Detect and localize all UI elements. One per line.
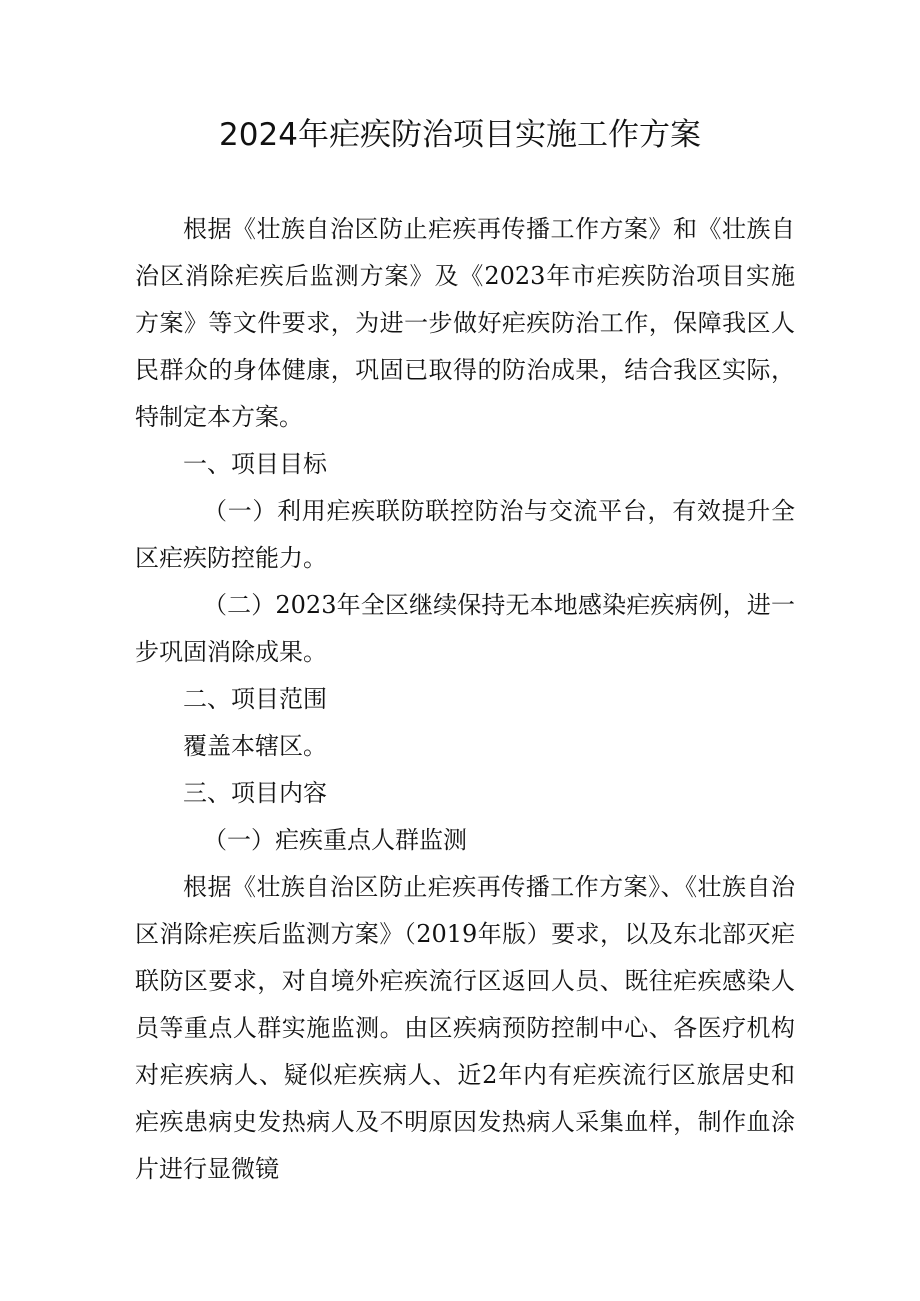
- intro-paragraph: 根据《壮族自治区防止疟疾再传播工作方案》和《壮族自治区消除疟疾后监测方案》及《2023年市疟疾防治项目实施方案》等文件要求，为进一步做好疟疾防治工作，保障我区人民群众的身体健康，巩固已取得的防治成果，结合我区实际，特制定本方案。: [135, 215, 795, 431]
- subsection-heading-surveillance: （一）疟疾重点人群监测: [203, 826, 467, 854]
- objective-item-2: （二）2023年全区继续保持无本地感染疟疾病例，进一步巩固消除成果。: [135, 591, 795, 666]
- section-heading-content: 三、项目内容: [183, 779, 327, 807]
- document-body: [135, 206, 795, 1193]
- document-title: 2024年疟疾防治项目实施工作方案: [219, 117, 701, 153]
- objective-item-1: （一）利用疟疾联防联控防治与交流平台，有效提升全区疟疾防控能力。: [135, 497, 795, 572]
- scope-paragraph: 覆盖本辖区。: [183, 732, 327, 760]
- section-heading-objectives: 一、项目目标: [183, 450, 327, 478]
- surveillance-paragraph: 根据《壮族自治区防止疟疾再传播工作方案》、《壮族自治区消除疟疾后监测方案》（2019年版）要求，以及东北部灭疟联防区要求，对自境外疟疾流行区返回人员、既往疟疾感染人员等重点人群实施监测。由区疾病预防控制中心、各医疗机构对疟疾病人、疑似疟疾病人、近2年内有疟疾流行区旅居史和疟疾患病史发热病人及不明原因发热病人采集血样，制作血涂片进行显微镜: [135, 873, 795, 1183]
- section-heading-scope: 二、项目范围: [183, 685, 327, 713]
